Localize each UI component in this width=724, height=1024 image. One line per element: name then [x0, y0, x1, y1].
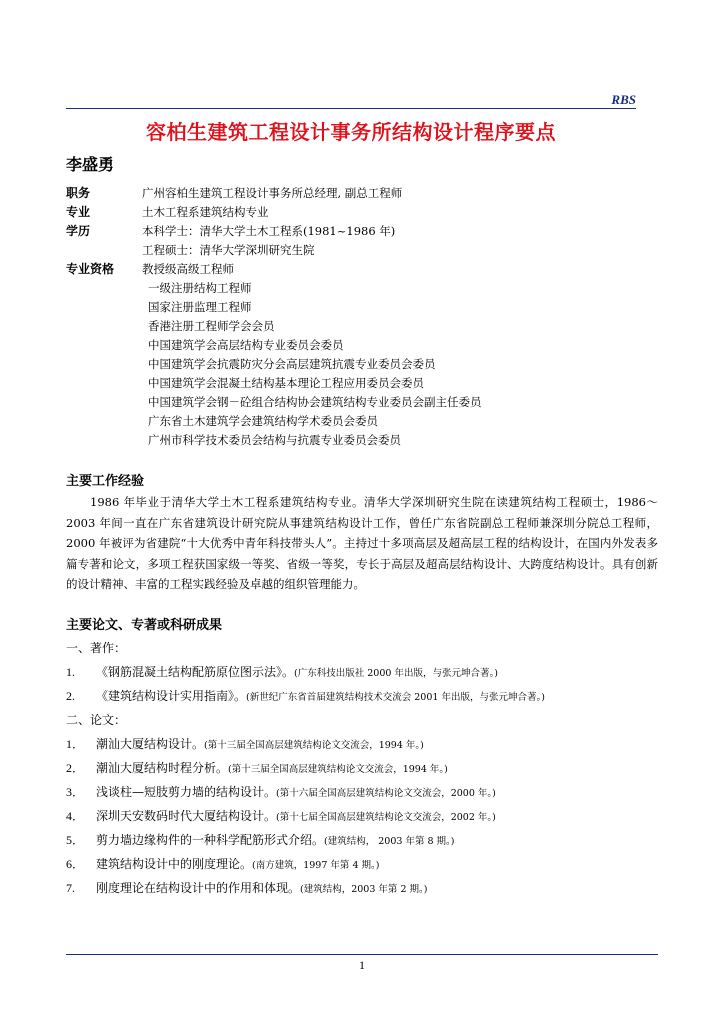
- document-title: 容柏生建筑工程设计事务所结构设计程序要点: [146, 120, 556, 144]
- item-number: 4．: [66, 809, 85, 823]
- header-rule: [66, 108, 636, 109]
- info-row-position: [66, 184, 646, 203]
- item-number: 6．: [66, 857, 85, 871]
- item-number: 2.: [66, 689, 75, 703]
- qualification-value: 中国建筑学会混凝土结构基本理论工程应用委员会委员: [148, 376, 424, 390]
- papers-list: [66, 732, 666, 900]
- experience-paragraph: 1986 年毕业于清华大学土木工程系建筑结构专业。清华大学深圳研究生院在读建筑结构工程硕士，1986～2003 年间一直在广东省建筑设计研究院从事建筑结构设计工作，曾任广东省院副总工程师兼深圳分院总工程师，2000 年被评为省建院“十大优秀中青年科技带头人”。主持过十多项高层及超高层工程的结构设计，在国内外发表多篇专著和论文，多项工程获国家级一等奖、省级一等奖，专长于高层及超高层结构设计、大跨度结构设计。具有创新的设计精神、丰富的工程实践经验及卓越的组织管理能力。: [66, 495, 658, 591]
- footer-rule: [66, 954, 658, 955]
- item-number: 1.: [66, 665, 75, 679]
- rbs-logo-text: RBS: [611, 92, 636, 107]
- item-title: 剪力墙边缘构件的一种科学配筋形式介绍。: [96, 833, 325, 847]
- experience-heading: 主要工作经验: [66, 474, 145, 489]
- qualification-value: 广东省土木建筑学会建筑结构学术委员会委员: [148, 414, 378, 428]
- item-note: (第十七届全国高层建筑结构论文交流会，2002 年。): [276, 812, 496, 823]
- info-table: [66, 184, 646, 450]
- person-name: 李盛勇: [66, 155, 115, 174]
- item-title: 浅谈柱—短肢剪力墙的结构设计。: [96, 785, 277, 799]
- info-row-qualification: [66, 260, 646, 450]
- item-title: 建筑结构设计中的刚度理论。: [96, 857, 253, 871]
- qualification-value: 中国建筑学会高层结构专业委员会委员: [148, 338, 344, 352]
- item-number: 2．: [66, 761, 85, 775]
- list-item: [66, 660, 666, 684]
- item-note: (第十六届全国高层建筑结构论文交流会，2000 年。): [276, 788, 496, 799]
- qualification-value: 中国建筑学会抗震防灾分会高层建筑抗震专业委员会委员: [148, 357, 436, 371]
- item-title: 《钢筋混凝土结构配筋原位图示法》。: [96, 665, 295, 679]
- position-label: 职务: [66, 186, 91, 200]
- education-value: 工程硕士：清华大学深圳研究生院: [142, 243, 315, 257]
- item-note: (南方建筑，1997 年第 4 期。): [252, 860, 380, 871]
- qualification-value: 一级注册结构工程师: [148, 281, 252, 295]
- list-item: [66, 756, 666, 780]
- list-item: [66, 684, 666, 708]
- info-row-education: [66, 222, 646, 260]
- major-label: 专业: [66, 205, 91, 219]
- item-note: (第十三届全国高层建筑结构论文交流会，1994 年。): [204, 740, 424, 751]
- item-title: 《建筑结构设计实用指南》。: [96, 689, 247, 703]
- publications-heading: 主要论文、专著或科研成果: [66, 618, 223, 633]
- item-note: (建筑结构， 2003 年第 8 期。): [324, 836, 455, 847]
- info-row-major: [66, 203, 646, 222]
- list-item: [66, 828, 666, 852]
- position-value: 广州容柏生建筑工程设计事务所总经理, 副总工程师: [142, 186, 403, 200]
- qualification-value: 香港注册工程师学会会员: [148, 319, 275, 333]
- qualification-values: [142, 260, 646, 450]
- education-value: 本科学士：清华大学土木工程系(1981~1986 年): [142, 224, 396, 238]
- item-title: 深圳天安数码时代大厦结构设计。: [96, 809, 277, 823]
- list-item: [66, 876, 666, 900]
- books-list: [66, 660, 666, 708]
- qualification-value: 中国建筑学会钢－砼组合结构协会建筑结构专业委员会副主任委员: [148, 395, 482, 409]
- item-number: 1．: [66, 737, 85, 751]
- education-label: 学历: [66, 224, 91, 238]
- papers-heading: 二、论文：: [66, 713, 127, 727]
- item-title: 潮汕大厦结构时程分析。: [96, 761, 229, 775]
- item-title: 潮汕大厦结构设计。: [96, 737, 205, 751]
- qualification-value: 广州市科学技术委员会结构与抗震专业委员会委员: [148, 433, 401, 447]
- item-note: (第十三届全国高层建筑结构论文交流会，1994 年。): [228, 764, 448, 775]
- books-heading: 一、著作：: [66, 641, 127, 655]
- item-note: (新世纪广东省首届建筑结构技术交流会 2001 年出版，与张元坤合著。): [246, 692, 545, 703]
- major-value: 土木工程系建筑结构专业: [142, 205, 269, 219]
- item-note: (建筑结构，2003 年第 2 期。): [300, 884, 428, 895]
- education-values: [142, 222, 646, 260]
- list-item: [66, 780, 666, 804]
- list-item: [66, 804, 666, 828]
- item-title: 刚度理论在结构设计中的作用和体现。: [96, 881, 301, 895]
- qualification-value: 国家注册监理工程师: [148, 300, 252, 314]
- item-number: 3．: [66, 785, 85, 799]
- list-item: [66, 852, 666, 876]
- page-number: 1: [359, 958, 365, 972]
- item-number: 7.: [66, 881, 75, 895]
- list-item: [66, 732, 666, 756]
- qualification-label: 专业资格: [66, 262, 115, 276]
- item-number: 5．: [66, 833, 85, 847]
- qualification-value: 教授级高级工程师: [142, 262, 234, 276]
- item-note: (广东科技出版社 2000 年出版，与张元坤合著。): [294, 668, 498, 679]
